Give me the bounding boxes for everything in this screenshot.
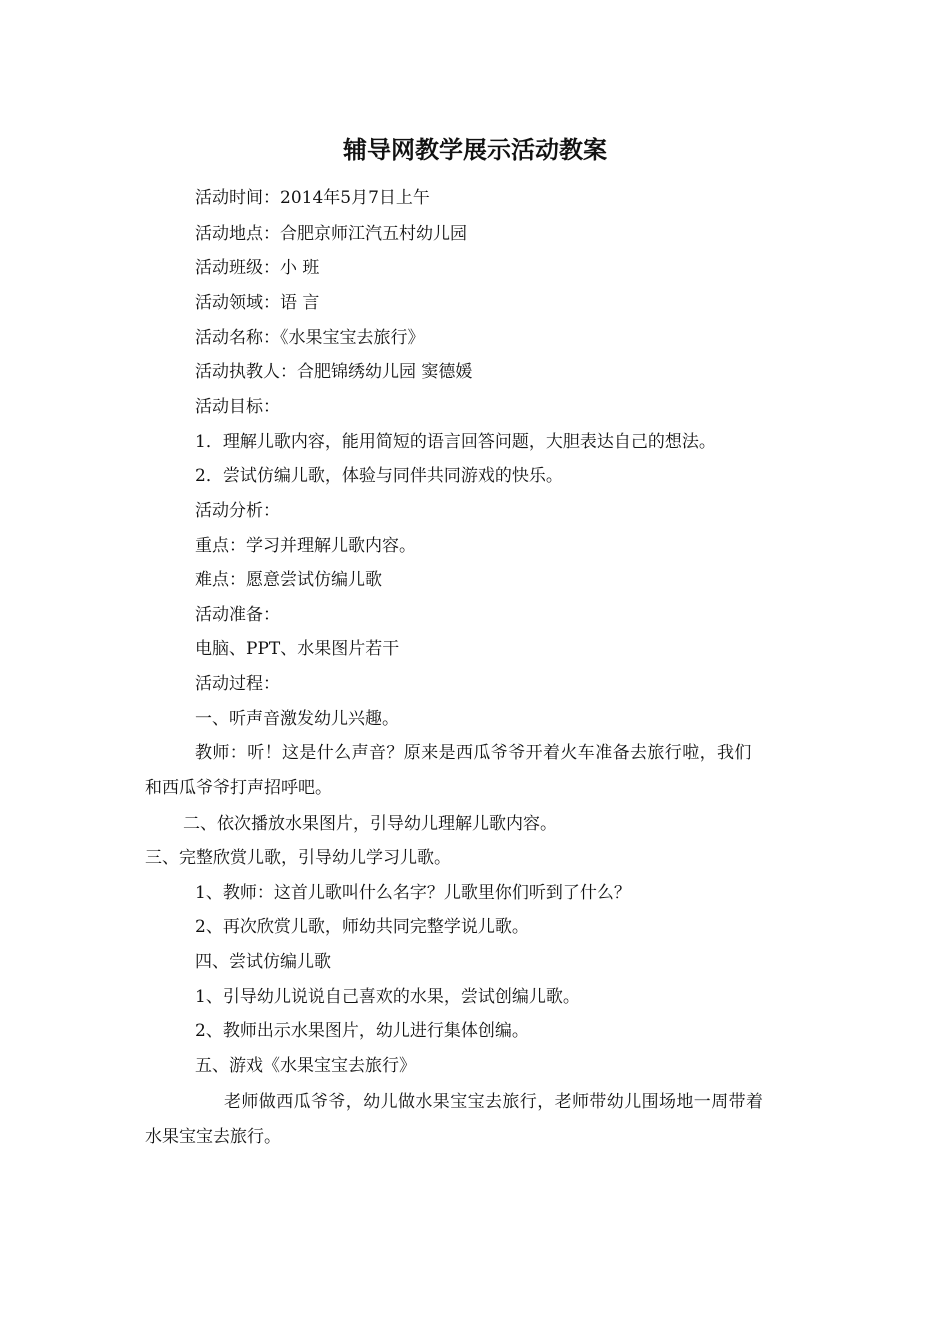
- activity-preparation-heading: 活动准备：: [195, 605, 280, 625]
- activity-class: 活动班级：小 班: [195, 258, 320, 278]
- goal-item: 2．尝试仿编儿歌，体验与同伴共同游戏的快乐。: [195, 466, 563, 486]
- activity-location: 活动地点：合肥京师江汽五村幼儿园: [195, 224, 467, 244]
- process-substep: 1、引导幼儿说说自己喜欢的水果，尝试创编儿歌。: [195, 987, 580, 1007]
- process-step-heading: 三、完整欣赏儿歌，引导幼儿学习儿歌。: [145, 848, 451, 868]
- process-step-heading: 五、游戏《水果宝宝去旅行》: [195, 1056, 416, 1076]
- activity-goals-heading: 活动目标：: [195, 397, 280, 417]
- key-point: 重点：学习并理解儿歌内容。: [195, 536, 416, 556]
- process-substep: 2、再次欣赏儿歌，师幼共同完整学说儿歌。: [195, 917, 529, 937]
- process-step-heading: 二、依次播放水果图片，引导幼儿理解儿歌内容。: [183, 814, 557, 834]
- process-substep: 1、教师：这首儿歌叫什么名字？儿歌里你们听到了什么？: [195, 883, 631, 903]
- paragraph-line: 水果宝宝去旅行。: [145, 1127, 281, 1147]
- goal-item: 1．理解儿歌内容，能用简短的语言回答问题，大胆表达自己的想法。: [195, 432, 716, 452]
- preparation-materials: 电脑、PPT、水果图片若干: [195, 639, 400, 659]
- paragraph-line: 老师做西瓜爷爷，幼儿做水果宝宝去旅行，老师带幼儿围场地一周带着: [224, 1092, 764, 1112]
- activity-domain: 活动领域：语 言: [195, 293, 320, 313]
- difficult-point: 难点：愿意尝试仿编儿歌: [195, 570, 382, 590]
- activity-time: 活动时间：2014年5月7日上午: [195, 188, 430, 208]
- paragraph-line: 和西瓜爷爷打声招呼吧。: [145, 778, 332, 798]
- paragraph-line: 教师：听！这是什么声音？原来是西瓜爷爷开着火车准备去旅行啦，我们: [195, 743, 752, 763]
- process-step-heading: 一、听声音激发幼儿兴趣。: [195, 709, 399, 729]
- process-substep: 2、教师出示水果图片，幼儿进行集体创编。: [195, 1021, 529, 1041]
- activity-process-heading: 活动过程：: [195, 674, 280, 694]
- activity-teacher: 活动执教人：合肥锦绣幼儿园 窦德媛: [195, 362, 473, 382]
- document-title: 辅导网教学展示活动教案: [343, 136, 607, 164]
- activity-name: 活动名称：《水果宝宝去旅行》: [195, 328, 425, 348]
- process-step-heading: 四、尝试仿编儿歌: [195, 952, 331, 972]
- activity-analysis-heading: 活动分析：: [195, 501, 280, 521]
